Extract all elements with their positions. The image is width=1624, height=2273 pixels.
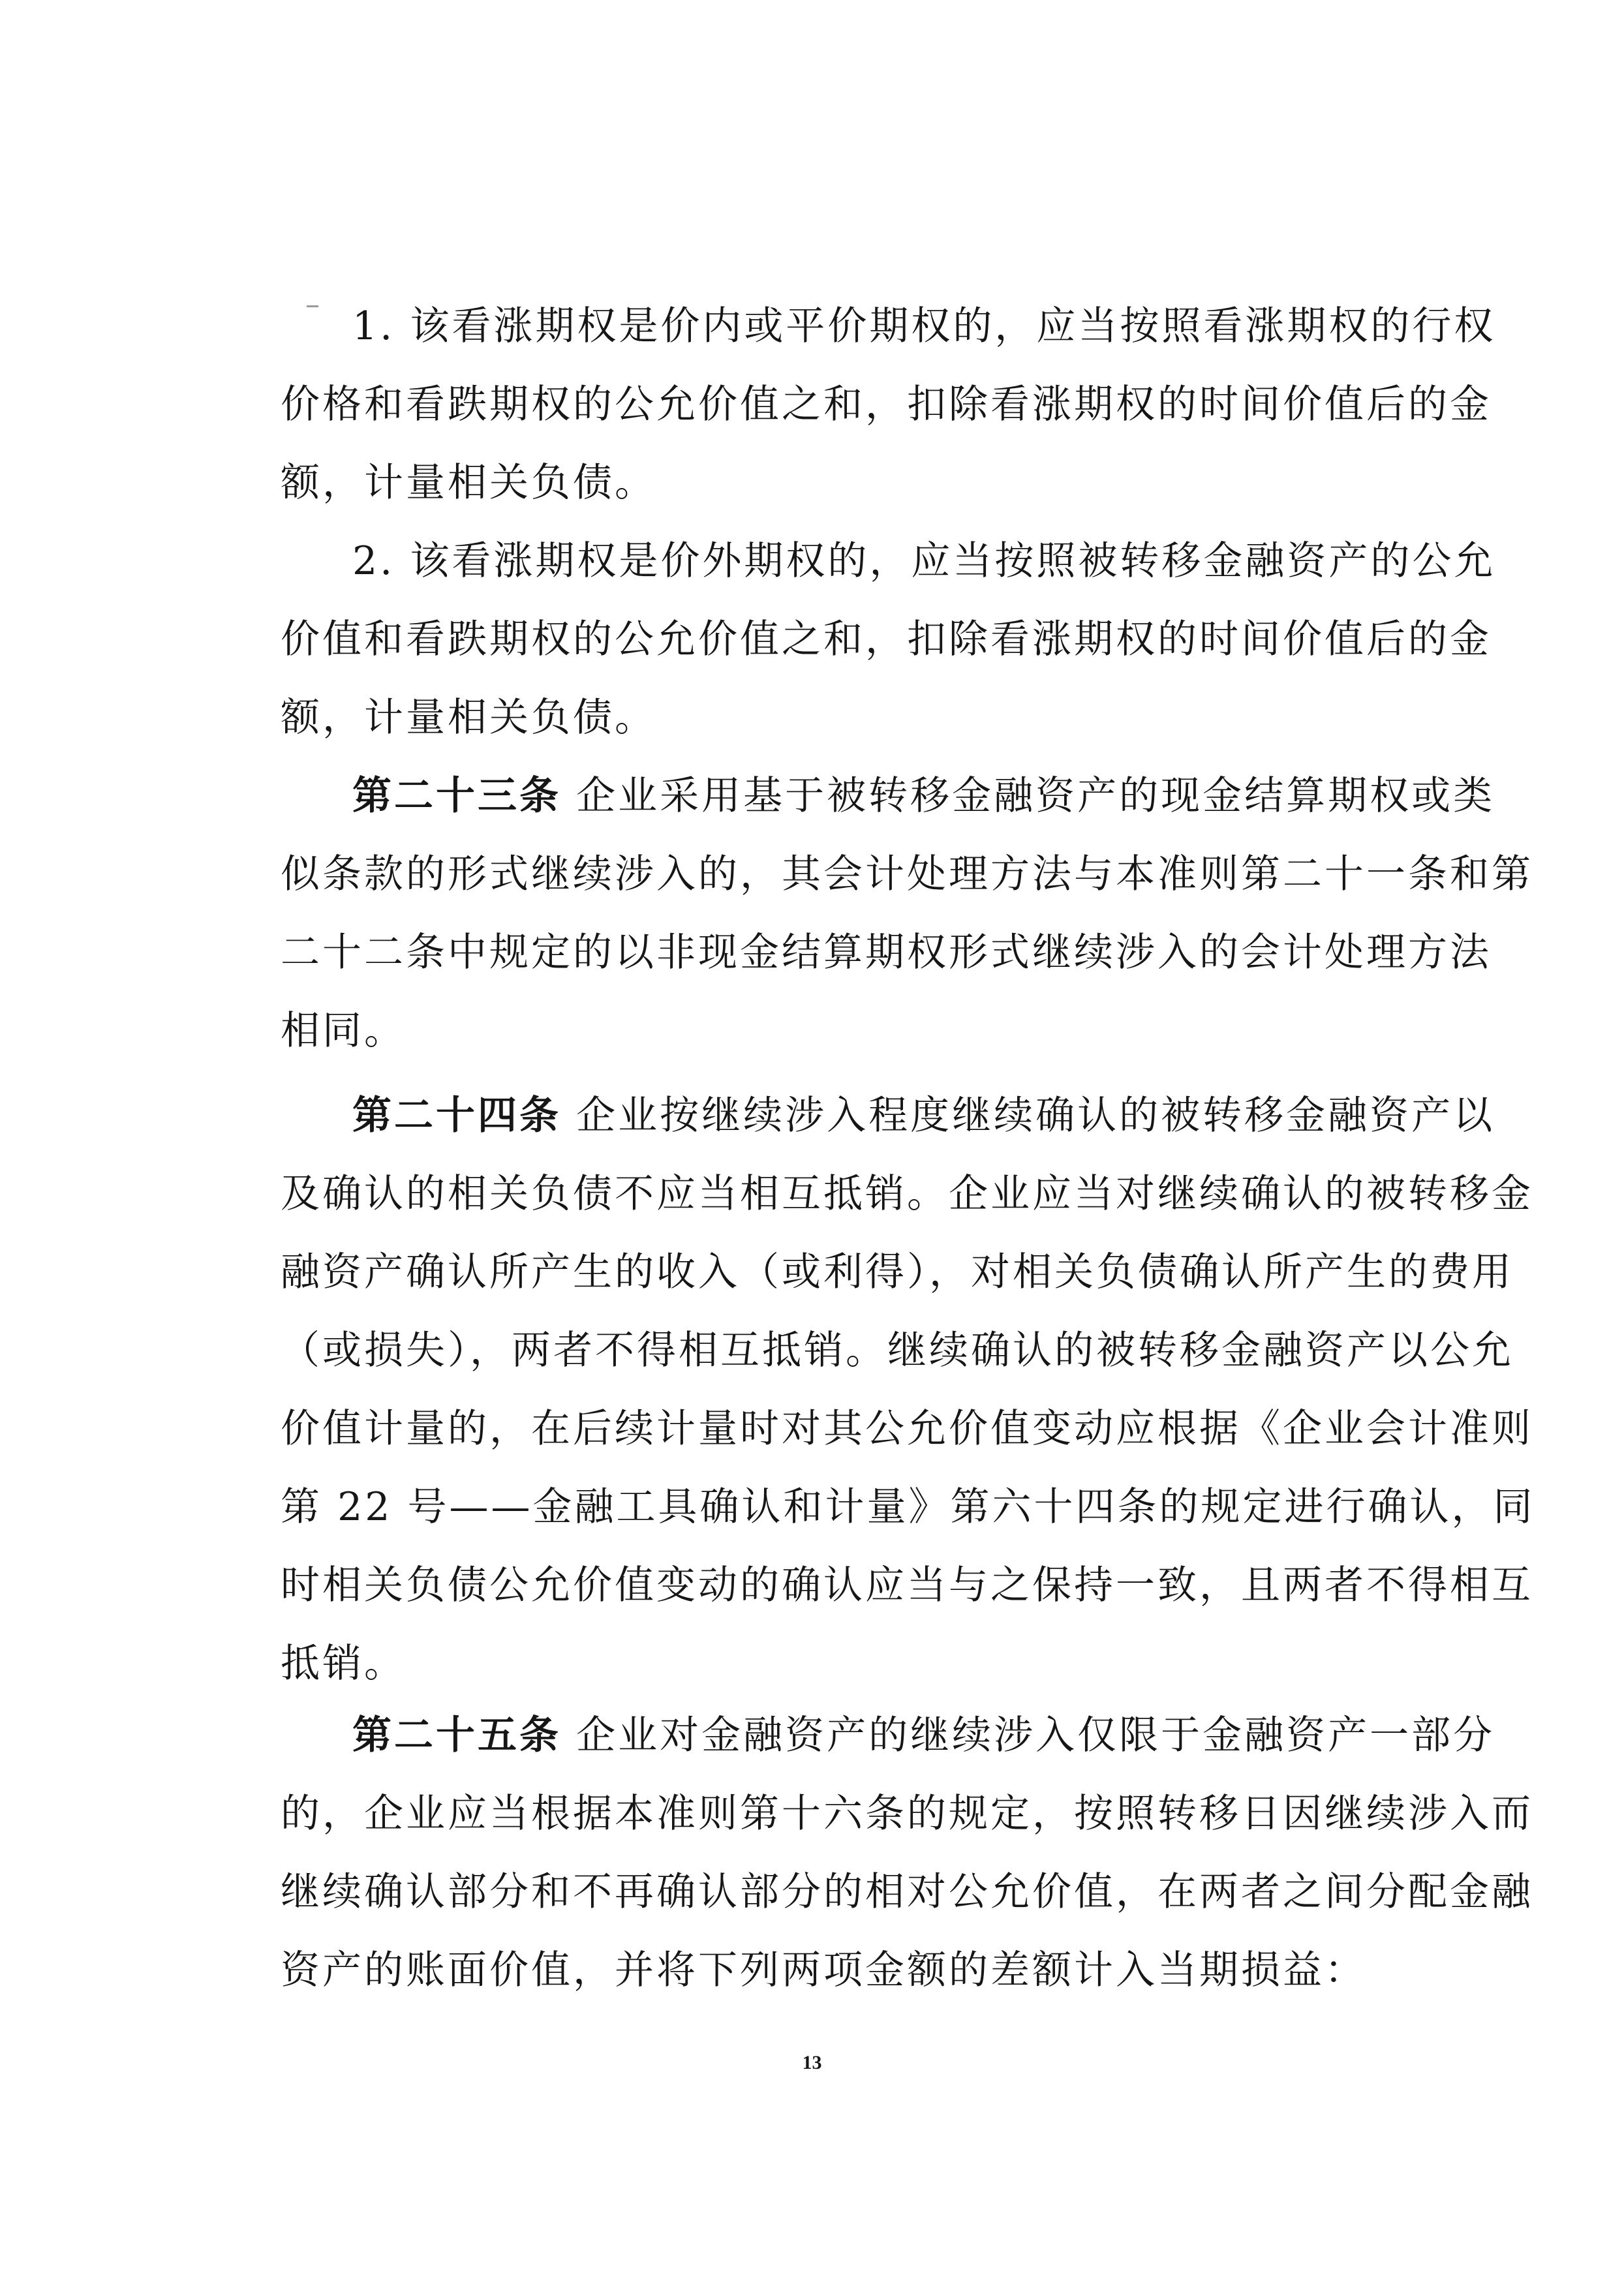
list-item-1 [0,287,1495,522]
text-run: 企业对金融资产的继续涉入仅限于金融资产一部分 [561,1713,1495,1758]
text-line: 价格和看跌期权的公允价值之和，扣除看涨期权的时间价值后的金 [281,382,1492,427]
text-line: 似条款的形式继续涉入的，其会计处理方法与本准则第二十一条和第 [281,851,1533,897]
text-line: 二十二条中规定的以非现金结算期权形式继续涉入的会计处理方法 [281,930,1492,975]
text-line: 1. 该看涨期权是价内或平价期权的，应当按照看涨期权的行权 [352,303,1496,349]
text-line [0,1076,1535,1155]
article-23 [0,757,1533,1070]
article-heading: 第二十四条 [352,1093,561,1138]
text-line: 及确认的相关负债不应当相互抵销。企业应当对继续确认的被转移金 [281,1171,1533,1217]
text-line: 2. 该看涨期权是价外期权的，应当按照被转移金融资产的公允 [352,538,1496,584]
article-heading: 第二十五条 [352,1713,561,1758]
text-line: 价值和看跌期权的公允价值之和，扣除看涨期权的时间价值后的金 [281,617,1492,662]
article-24 [0,1076,1535,1703]
text-line: 的，企业应当根据本准则第十六条的规定，按照转移日因继续涉入而 [281,1791,1533,1837]
text-line [0,757,1533,835]
text-line: 第 22 号——金融工具确认和计量》第六十四条的规定进行确认，同 [281,1484,1535,1530]
text-line: 额，计量相关负债。 [281,695,656,740]
text-line: 资产的账面价值，并将下列两项金额的差额计入当期损益： [281,1947,1366,1993]
list-item-2 [0,522,1495,757]
text-line: 继续确认部分和不再确认部分的相对公允价值，在两者之间分配金融 [281,1869,1533,1915]
text-run: 企业采用基于被转移金融资产的现金结算期权或类 [561,773,1495,819]
text-line: 时相关负债公允价值变动的确认应当与之保持一致，且两者不得相互 [281,1563,1533,1608]
text-line: 相同。 [281,1008,406,1054]
text-line [0,1696,1533,1775]
article-heading: 第二十三条 [352,773,561,819]
article-25 [0,1696,1533,2009]
text-line: 抵销。 [281,1641,406,1686]
text-line: 价值计量的，在后续计量时对其公允价值变动应根据《企业会计准则 [281,1406,1533,1452]
text-line: （或损失），两者不得相互抵销。继续确认的被转移金融资产以公允 [281,1328,1514,1373]
text-line: 融资产确认所产生的收入（或利得），对相关负债确认所产生的费用 [281,1249,1514,1295]
page-number: 13 [802,2052,822,2073]
text-line: 额，计量相关负债。 [281,460,656,506]
text-run: 企业按继续涉入程度继续确认的被转移金融资产以 [561,1093,1495,1138]
